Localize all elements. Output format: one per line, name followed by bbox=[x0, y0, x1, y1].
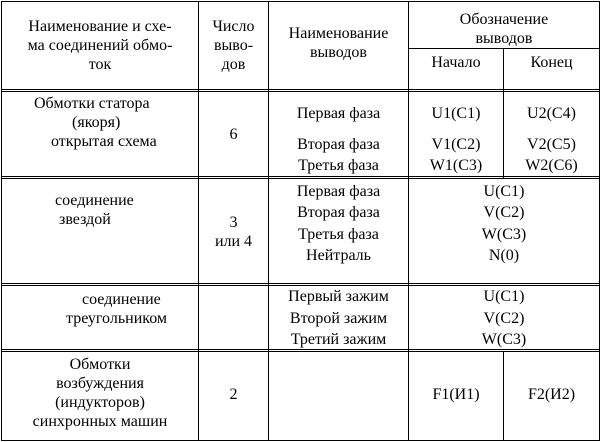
lead-designation: V(C2) bbox=[483, 310, 525, 327]
lead-name: Первый зажим bbox=[288, 288, 389, 305]
row4-name-line: (индукторов) bbox=[55, 394, 145, 411]
lead-end: V2(C5) bbox=[527, 136, 576, 153]
header-line: ток bbox=[88, 56, 112, 73]
row2-name-line: соединение bbox=[55, 192, 134, 209]
header-designation bbox=[409, 10, 599, 48]
header-line: Наименование и схе- bbox=[28, 18, 172, 35]
lead-name: Вторая фаза bbox=[297, 136, 380, 153]
header-line: выво- bbox=[213, 37, 254, 54]
row1-name-line: (якоря) bbox=[72, 114, 121, 131]
row1-name-line: открытая схема bbox=[51, 133, 157, 150]
header-end: Конец bbox=[530, 54, 573, 71]
lead-end: W2(C6) bbox=[525, 157, 578, 174]
row4-count: 2 bbox=[229, 386, 238, 403]
row1-name bbox=[34, 94, 157, 151]
header-line: Наименование bbox=[288, 25, 389, 42]
header-count bbox=[199, 17, 268, 74]
row3-name-line: треугольником bbox=[66, 310, 168, 327]
row2-name bbox=[55, 191, 134, 229]
lead-name: Третья фаза bbox=[298, 226, 379, 243]
lead-name: Второй зажим bbox=[289, 310, 388, 327]
row2-name-line: звездой bbox=[59, 211, 111, 228]
lead-designation: N(0) bbox=[488, 247, 520, 264]
header-name-scheme bbox=[2, 17, 198, 74]
row4-name-line: синхронных машин bbox=[32, 413, 168, 430]
lead-name: Вторая фаза bbox=[297, 204, 380, 221]
row2-count-line: или 4 bbox=[214, 233, 253, 250]
header-line: Число bbox=[212, 18, 255, 35]
lead-name: Нейтраль bbox=[306, 247, 371, 264]
header-line: выводов bbox=[475, 30, 533, 47]
lead-end: F2(И2) bbox=[527, 386, 576, 403]
header-line: дов bbox=[221, 56, 246, 73]
lead-name: Первая фаза bbox=[296, 183, 381, 200]
lead-name: Первая фаза bbox=[296, 105, 381, 122]
row3-name bbox=[66, 290, 167, 328]
row2-count bbox=[199, 213, 268, 251]
lead-start: W1(C3) bbox=[429, 157, 483, 174]
row2-count-line: 3 bbox=[229, 214, 238, 231]
row3-name-line: соединение bbox=[82, 291, 161, 308]
header-line: ма соединений обмо- bbox=[27, 37, 173, 54]
header-line: Обозначение bbox=[459, 11, 549, 28]
lead-designation: V(C2) bbox=[483, 204, 525, 221]
row4-name-line: возбуждения bbox=[56, 375, 144, 392]
header-start: Начало bbox=[431, 54, 481, 71]
row1-count: 6 bbox=[229, 126, 238, 143]
lead-name: Третья фаза bbox=[298, 157, 379, 174]
header-line: выводов bbox=[310, 44, 367, 61]
lead-start: U1(C1) bbox=[431, 105, 481, 122]
row1-name-line: Обмотки статора bbox=[34, 95, 150, 112]
row4-name-line: Обмотки bbox=[69, 356, 131, 373]
lead-start: V1(C2) bbox=[431, 136, 481, 153]
lead-designation: U(C1) bbox=[483, 183, 525, 200]
row4-name bbox=[2, 355, 198, 431]
lead-designation: U(C1) bbox=[483, 288, 525, 305]
lead-designation: W(C3) bbox=[481, 226, 527, 243]
header-lead-name bbox=[269, 24, 408, 62]
lead-designation: W(C3) bbox=[481, 331, 527, 348]
lead-end: U2(C4) bbox=[527, 105, 576, 122]
lead-name: Третий зажим bbox=[290, 331, 387, 348]
lead-start: F1(И1) bbox=[432, 386, 480, 403]
